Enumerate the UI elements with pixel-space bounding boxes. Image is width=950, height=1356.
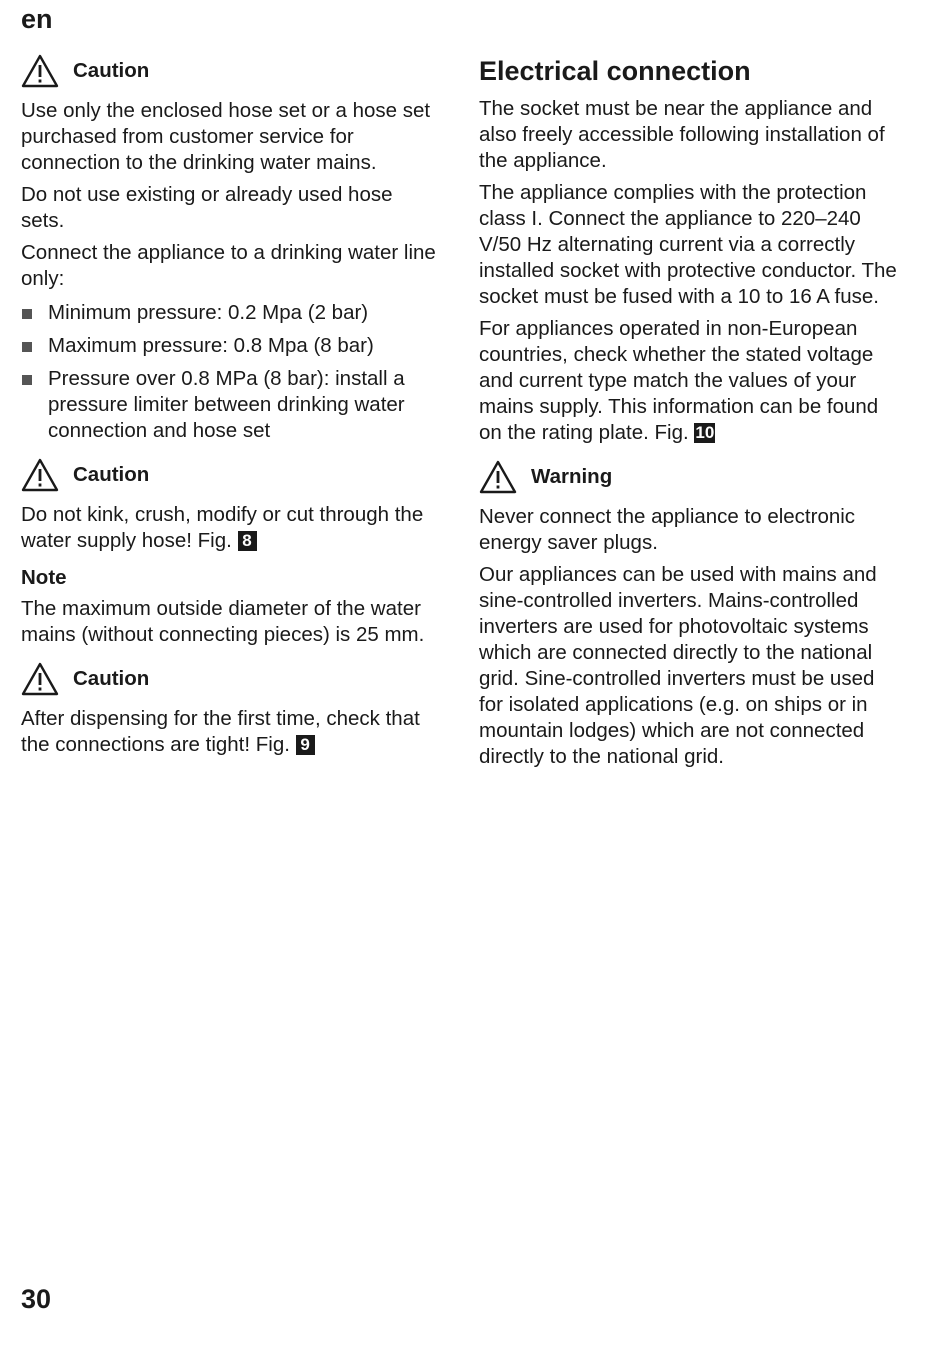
page-number: 30 <box>21 1284 52 1314</box>
caution-heading <box>21 54 441 88</box>
caution-text: After dispensing for the first time, check that the connections are tight! Fig. <box>21 707 420 756</box>
note-paragraph: The maximum outside diameter of the water mains (without connecting pieces) is 25 mm. <box>21 597 425 646</box>
bullet-square-icon <box>22 309 32 319</box>
caution-paragraph: Connect the appliance to a drinking water line only: <box>21 241 436 290</box>
caution-title: Caution <box>73 59 150 82</box>
figure-reference: 8 <box>238 531 257 551</box>
warning-triangle-icon <box>21 662 59 696</box>
caution-heading <box>21 662 441 696</box>
warning-triangle-icon <box>479 460 517 494</box>
right-column <box>479 54 899 776</box>
section-paragraph <box>479 316 899 446</box>
pressure-list <box>21 300 441 444</box>
figure-reference: 9 <box>296 735 315 755</box>
note-title: Note <box>21 566 67 589</box>
warning-triangle-icon <box>21 458 59 492</box>
caution-title: Caution <box>73 667 150 690</box>
list-item <box>21 366 441 444</box>
caution-heading <box>21 458 441 492</box>
caution-paragraph: Use only the enclosed hose set or a hose set purchased from customer service for connection to the drinking water mains. <box>21 99 431 174</box>
section-paragraph: The appliance complies with the protection class I. Connect the appliance to 220–240 V/50 Hz alternating current via a correctly installed socket with protective conductor. The socket must be fused with a 10 to 16 A fuse. <box>479 181 897 308</box>
figure-reference: 10 <box>695 423 715 442</box>
caution-paragraph: Do not use existing or already used hose sets. <box>21 183 393 232</box>
bullet-square-icon <box>22 342 32 352</box>
section-heading: Electrical connection <box>479 56 751 86</box>
section-paragraph: The socket must be near the appliance and also freely accessible following installation of the appliance. <box>479 97 885 172</box>
left-column <box>21 54 441 764</box>
language-code: en <box>21 4 53 34</box>
caution-text: Do not kink, crush, modify or cut through the water supply hose! Fig. <box>21 503 424 552</box>
list-item-text: Maximum pressure: 0.8 Mpa (8 bar) <box>48 334 374 357</box>
section-text: For appliances operated in non-European countries, check whether the stated voltage and current type match the values of your mains supply. This information can be found on the rating plate. Fig. <box>479 317 879 444</box>
warning-paragraph: Our appliances can be used with mains and sine-controlled inverters. Mains-controlled inverters are used for photovoltaic systems which are connected directly to the national grid. Sine-controlled inverters must be used for isolated applications (e.g. on ships or in mountain lodges) which are not connected directly to the national grid. <box>479 563 877 768</box>
list-item <box>21 333 441 359</box>
warning-heading <box>479 460 899 494</box>
warning-title: Warning <box>531 465 613 488</box>
list-item-text: Pressure over 0.8 MPa (8 bar): install a pressure limiter between drinking water connection and hose set <box>48 367 405 442</box>
caution-title: Caution <box>73 463 150 486</box>
list-item-text: Minimum pressure: 0.2 Mpa (2 bar) <box>48 301 369 324</box>
caution-paragraph <box>21 502 441 554</box>
bullet-square-icon <box>22 375 32 385</box>
warning-paragraph: Never connect the appliance to electronic energy saver plugs. <box>479 505 856 554</box>
list-item <box>21 300 441 326</box>
caution-paragraph <box>21 706 441 758</box>
warning-triangle-icon <box>21 54 59 88</box>
